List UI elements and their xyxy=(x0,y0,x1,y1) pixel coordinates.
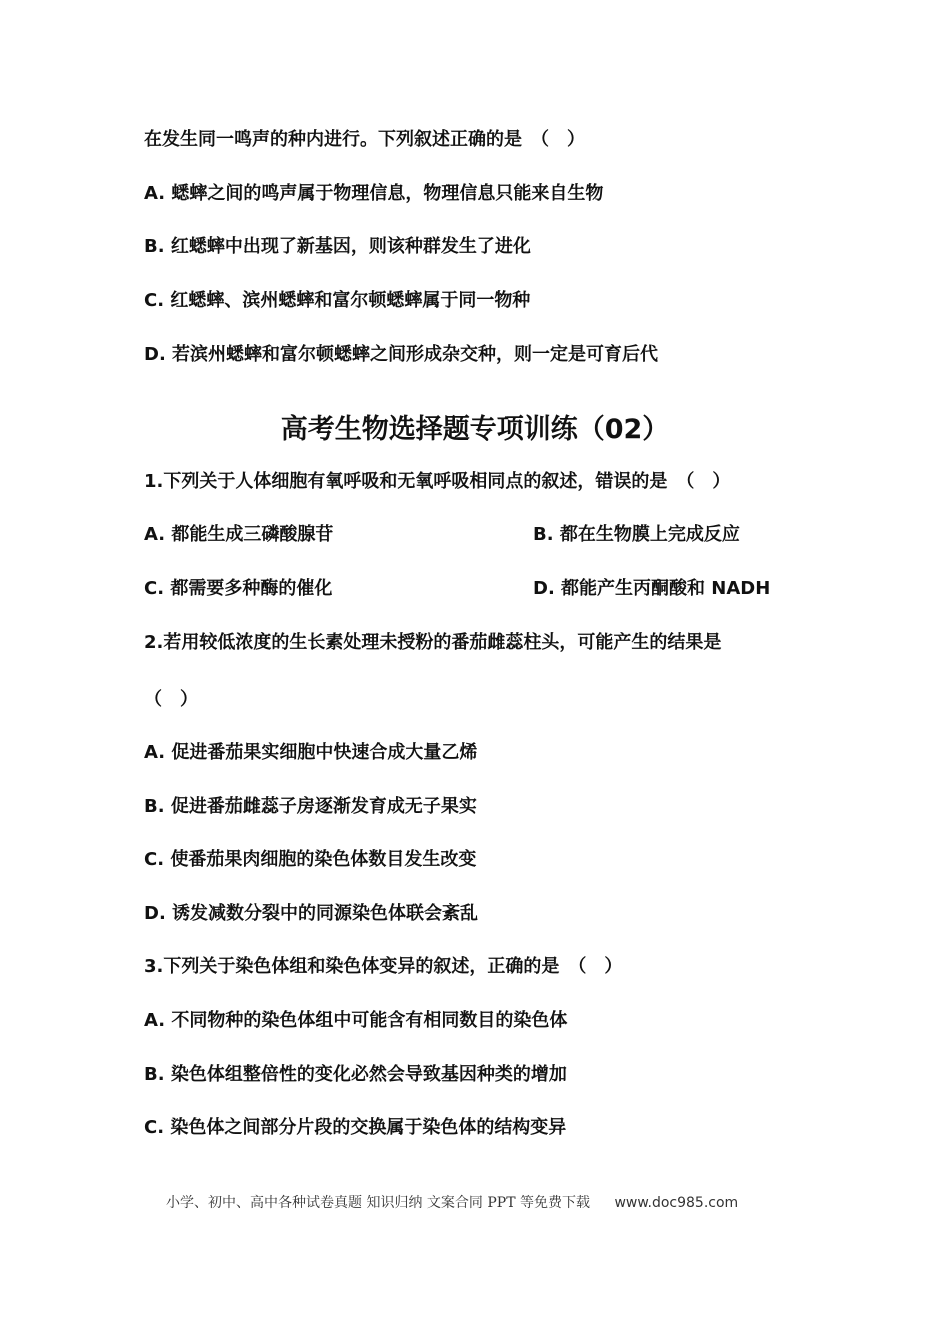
q2-option-b: B. 促进番茄雌蕊子房逐渐发育成无子果实 xyxy=(144,796,477,817)
question-2-answer-bracket: （ ） xyxy=(144,689,198,710)
q2-option-c: C. 使番茄果肉细胞的染色体数目发生改变 xyxy=(144,849,477,870)
option-c: C. 红蟋蟀、滨州蟋蟀和富尔顿蟋蟀属于同一物种 xyxy=(144,290,531,311)
option-d: D. 若滨州蟋蟀和富尔顿蟋蟀之间形成杂交种，则一定是可育后代 xyxy=(144,344,659,365)
q2-option-d: D. 诱发减数分裂中的同源染色体联会紊乱 xyxy=(144,903,479,924)
section-title: 高考生物选择题专项训练（02） xyxy=(280,414,670,445)
footer-text: 小学、初中、高中各种试卷真题 知识归纳 文案合同 PPT 等免费下载 xyxy=(166,1195,590,1211)
q1-option-c: C. 都需要多种酶的催化 xyxy=(144,578,333,599)
q1-option-d: D. 都能产生丙酮酸和 NADH xyxy=(533,578,771,599)
option-b: B. 红蟋蟀中出现了新基因，则该种群发生了进化 xyxy=(144,236,531,257)
question-1-stem: 1.下列关于人体细胞有氧呼吸和无氧呼吸相同点的叙述，错误的是 （ ） xyxy=(144,471,731,492)
question-stem-continued: 在发生同一鸣声的种内进行。下列叙述正确的是 （ ） xyxy=(144,129,585,150)
question-2-stem: 2.若用较低浓度的生长素处理未授粉的番茄雌蕊柱头，可能产生的结果是 xyxy=(144,632,722,653)
q1-option-b: B. 都在生物膜上完成反应 xyxy=(533,524,740,545)
q2-option-a: A. 促进番茄果实细胞中快速合成大量乙烯 xyxy=(144,742,478,763)
q3-option-b: B. 染色体组整倍性的变化必然会导致基因种类的增加 xyxy=(144,1064,567,1085)
option-a: A. 蟋蟀之间的鸣声属于物理信息，物理信息只能来自生物 xyxy=(144,183,604,204)
q3-option-c: C. 染色体之间部分片段的交换属于染色体的结构变异 xyxy=(144,1117,567,1138)
q3-option-a: A. 不同物种的染色体组中可能含有相同数目的染色体 xyxy=(144,1010,568,1031)
question-3-stem: 3.下列关于染色体组和染色体变异的叙述，正确的是 （ ） xyxy=(144,956,623,977)
footer-url[interactable]: www.doc985.com xyxy=(614,1195,739,1211)
q1-option-a: A. 都能生成三磷酸腺苷 xyxy=(144,524,334,545)
footer xyxy=(166,1192,738,1212)
